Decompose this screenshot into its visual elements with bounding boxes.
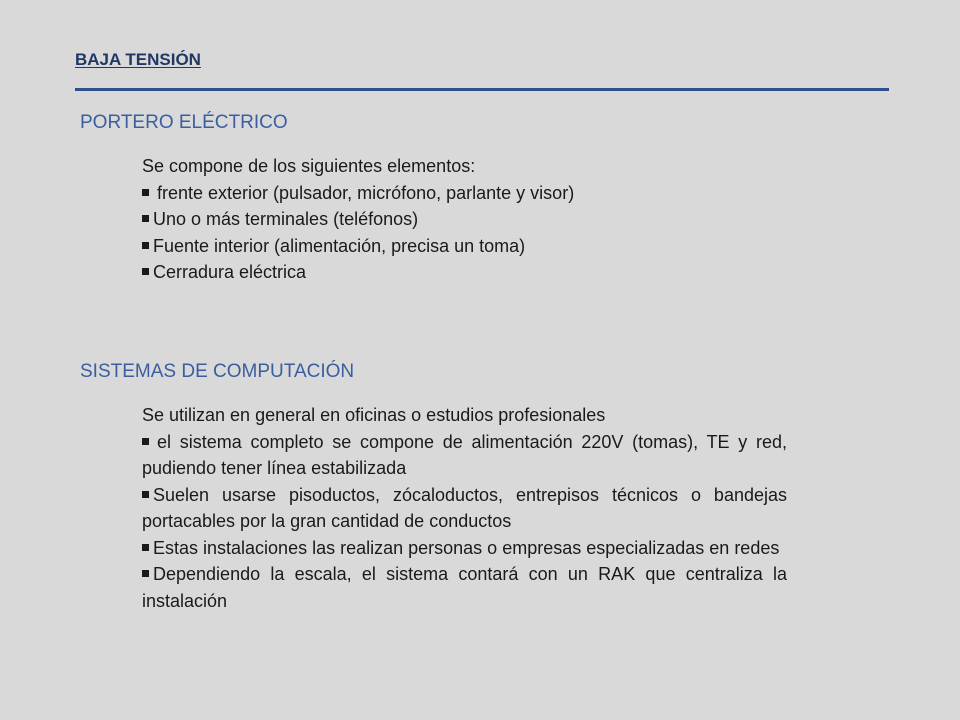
square-bullet-icon <box>142 189 149 196</box>
list-item <box>142 259 787 286</box>
square-bullet-icon <box>142 570 149 577</box>
square-bullet-icon <box>142 215 149 222</box>
square-bullet-icon <box>142 242 149 249</box>
header-divider <box>75 88 889 91</box>
list-item <box>142 233 787 260</box>
list-item <box>142 180 787 207</box>
section-body-portero <box>142 153 787 286</box>
list-item-text: Dependiendo la escala, el sistema contará con un RAK que centraliza la instalación <box>142 564 787 611</box>
square-bullet-icon <box>142 544 149 551</box>
list-item <box>142 206 787 233</box>
section-body-computacion <box>142 402 787 614</box>
list-item-text: Estas instalaciones las realizan personas o empresas especializadas en redes <box>153 537 780 558</box>
list-item <box>142 482 787 535</box>
list-item <box>142 561 787 614</box>
list-item-text: Fuente interior (alimentación, precisa un toma) <box>153 235 526 256</box>
list-item <box>142 535 787 562</box>
bullet-list <box>142 180 787 286</box>
list-item-text: frente exterior (pulsador, micrófono, parlante y visor) <box>157 182 575 203</box>
square-bullet-icon <box>142 268 149 275</box>
list-item-text: el sistema completo se compone de alimentación 220V (tomas), TE y red, pudiendo tener línea estabilizada <box>142 431 787 478</box>
square-bullet-icon <box>142 438 149 445</box>
section-lead: Se compone de los siguientes elementos: <box>142 156 476 176</box>
section-lead: Se utilizan en general en oficinas o estudios profesionales <box>142 405 606 425</box>
bullet-list <box>142 429 787 615</box>
list-item-text: Uno o más terminales (teléfonos) <box>153 209 419 229</box>
section-title-portero: PORTERO ELÉCTRICO <box>80 112 288 133</box>
page-title: BAJA TENSIÓN <box>75 50 201 69</box>
list-item-text: Cerradura eléctrica <box>153 262 307 282</box>
list-item-text: Suelen usarse pisoductos, zócaloductos, entrepisos técnicos o bandejas portacables por la gran cantidad de conductos <box>142 484 787 531</box>
section-title-computacion: SISTEMAS DE COMPUTACIÓN <box>80 361 355 382</box>
list-item <box>142 429 787 482</box>
square-bullet-icon <box>142 491 149 498</box>
